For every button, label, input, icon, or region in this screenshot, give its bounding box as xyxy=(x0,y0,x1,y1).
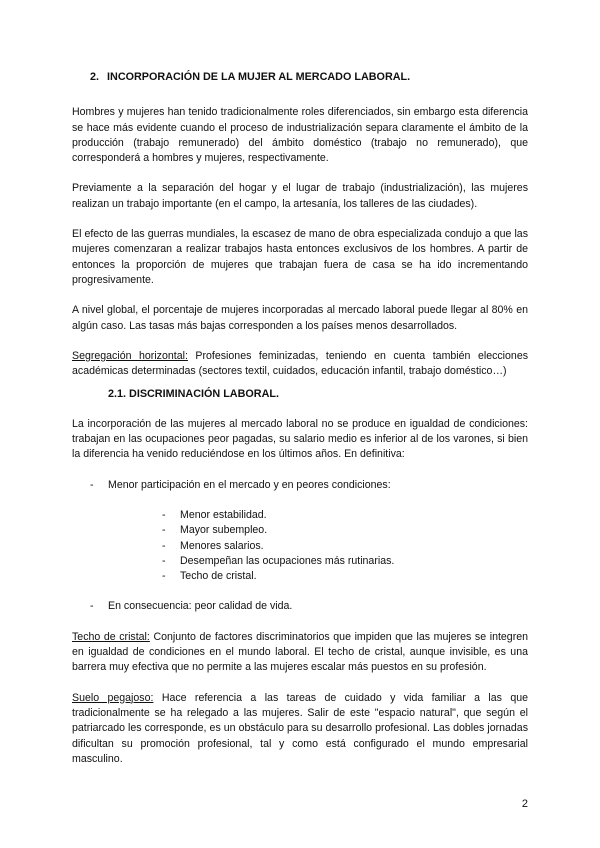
paragraph-glass-ceiling xyxy=(72,630,528,676)
sublist-item: - Mayor subempleo. xyxy=(108,523,528,538)
paragraph-segregation xyxy=(72,349,528,380)
conditions-sublist xyxy=(108,508,528,584)
section-title: INCORPORACIÓN DE LA MUJER AL MERCADO LABORAL. xyxy=(107,71,411,83)
section-heading xyxy=(72,70,528,85)
sublist-item: - Techo de cristal. xyxy=(108,569,528,584)
subsection-title: DISCRIMINACIÓN LABORAL. xyxy=(129,388,279,401)
paragraph-industrialization: Previamente a la separación del hogar y el lugar de trabajo (industrialización), las mujeres realizan un trabajo importante (en el campo, la artesanía, los talleres de las ciudades). xyxy=(72,182,528,210)
sticky-floor-text: Hace referencia a las tareas de cuidado y vida familiar a las que tradicionalmente se ha relegado a las mujeres. Salir de este "espacio natural", que según el patriarcado les corresponde, es un obstáculo para su desarrollo profesional. Las dobles jornadas dificultan su promoción profesional, tal y como está configurado el mundo empresarial masculino. xyxy=(72,691,529,765)
subsection-heading xyxy=(72,387,528,402)
paragraph-global: A nivel global, el porcentaje de mujeres incorporadas al mercado laboral puede llegar al 80% en algún caso. Las tasas más bajas corresponden a los países menos desarrollados. xyxy=(72,304,528,332)
sublist-item: - Menor estabilidad. xyxy=(108,508,528,523)
sublist-item: - Desempeñan las ocupaciones más rutinarias. xyxy=(108,554,528,569)
paragraph-roles: Hombres y mujeres han tenido tradicionalmente roles diferenciados, sin embargo esta diferencia se hace más evidente cuando el proceso de industrialización separa claramente el ámbito de la producción (trabajo remunerado) del ámbito doméstico (trabajo no remunerado), que corresponderá a hombres y mujeres, respectivamente. xyxy=(72,106,528,165)
page-content xyxy=(72,70,528,782)
sublist-item: - Menores salarios. xyxy=(108,539,528,554)
list-item-text: Menor participación en el mercado y en peores condiciones: xyxy=(108,478,391,491)
glass-ceiling-term: Techo de cristal: xyxy=(72,630,150,643)
list-item xyxy=(72,599,528,614)
segregation-term: Segregación horizontal: xyxy=(72,349,188,362)
list-item xyxy=(72,478,528,585)
sticky-floor-term: Suelo pegajoso: xyxy=(72,691,154,704)
discrimination-list xyxy=(72,478,528,615)
paragraph-discrimination-intro: La incorporación de las mujeres al mercado laboral no se produce en igualdad de condiciones: trabajan en las ocupaciones peor pagadas, su salario medio es inferior al de los varones, si bien la diferencia ha venido reduciéndose en los últimos años. En definitiva: xyxy=(72,417,528,461)
glass-ceiling-text: Conjunto de factores discriminatorios que impiden que las mujeres se integren en igualdad de condiciones en el mundo laboral. El techo de cristal, aunque invisible, es una barrera muy efectiva que no permite a las mujeres escalar más puestos en su profesión. xyxy=(72,630,529,674)
subsection-number: 2.1. xyxy=(108,388,127,401)
segregation-text: Profesiones feminizadas, teniendo en cuenta también elecciones académicas determinadas (sectores textil, cuidados, educación infantil, trabajo doméstico…) xyxy=(72,349,529,378)
paragraph-sticky-floor xyxy=(72,691,528,767)
page-number: 2 xyxy=(521,798,528,810)
list-item-text: En consecuencia: peor calidad de vida. xyxy=(108,600,293,613)
spacer xyxy=(72,85,528,105)
paragraph-wars: El efecto de las guerras mundiales, la escasez de mano de obra especializada condujo a que las mujeres comenzaran a realizar trabajos hasta entonces exclusivos de los hombres. A partir de entonces la proporción de mujeres que trabajan fuera de casa se ha ido incrementando progresivamente. xyxy=(72,228,528,286)
section-number: 2. xyxy=(90,71,100,83)
